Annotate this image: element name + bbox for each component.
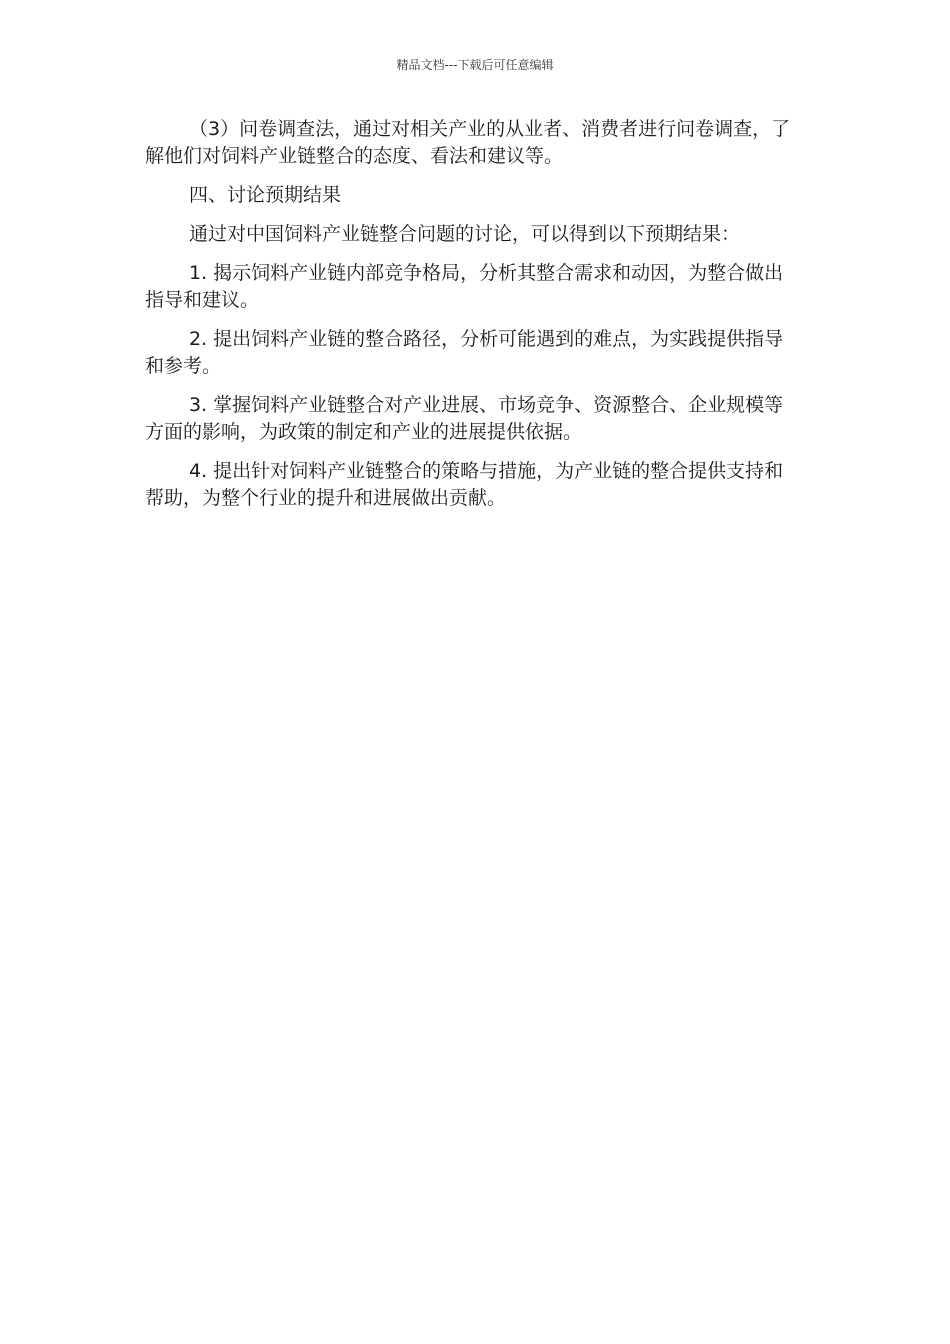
section-heading-expected-results: 四、讨论预期结果 <box>189 184 342 206</box>
document-body <box>145 116 800 524</box>
list-item-result-3: 3. 掌握饲料产业链整合对产业进展、市场竞争、资源整合、企业规模等方面的影响，为政策的制定和产业的进展提供依据。 <box>145 394 784 443</box>
list-item-result-1: 1. 揭示饲料产业链内部竞争格局，分析其整合需求和动因，为整合做出指导和建议。 <box>145 262 784 311</box>
list-item-result-2: 2. 提出饲料产业链的整合路径，分析可能遇到的难点，为实践提供指导和参考。 <box>145 328 784 377</box>
page-header: 精品文档---下载后可任意编辑 <box>396 58 554 72</box>
list-item-result-4: 4. 提出针对饲料产业链整合的策略与措施，为产业链的整合提供支持和帮助，为整个行业的提升和进展做出贡献。 <box>145 460 784 509</box>
paragraph-intro-expected-results: 通过对中国饲料产业链整合问题的讨论，可以得到以下预期结果： <box>189 223 741 245</box>
paragraph-questionnaire-method: （3）问卷调查法，通过对相关产业的从业者、消费者进行问卷调查，了解他们对饲料产业链整合的态度、看法和建议等。 <box>145 118 791 167</box>
